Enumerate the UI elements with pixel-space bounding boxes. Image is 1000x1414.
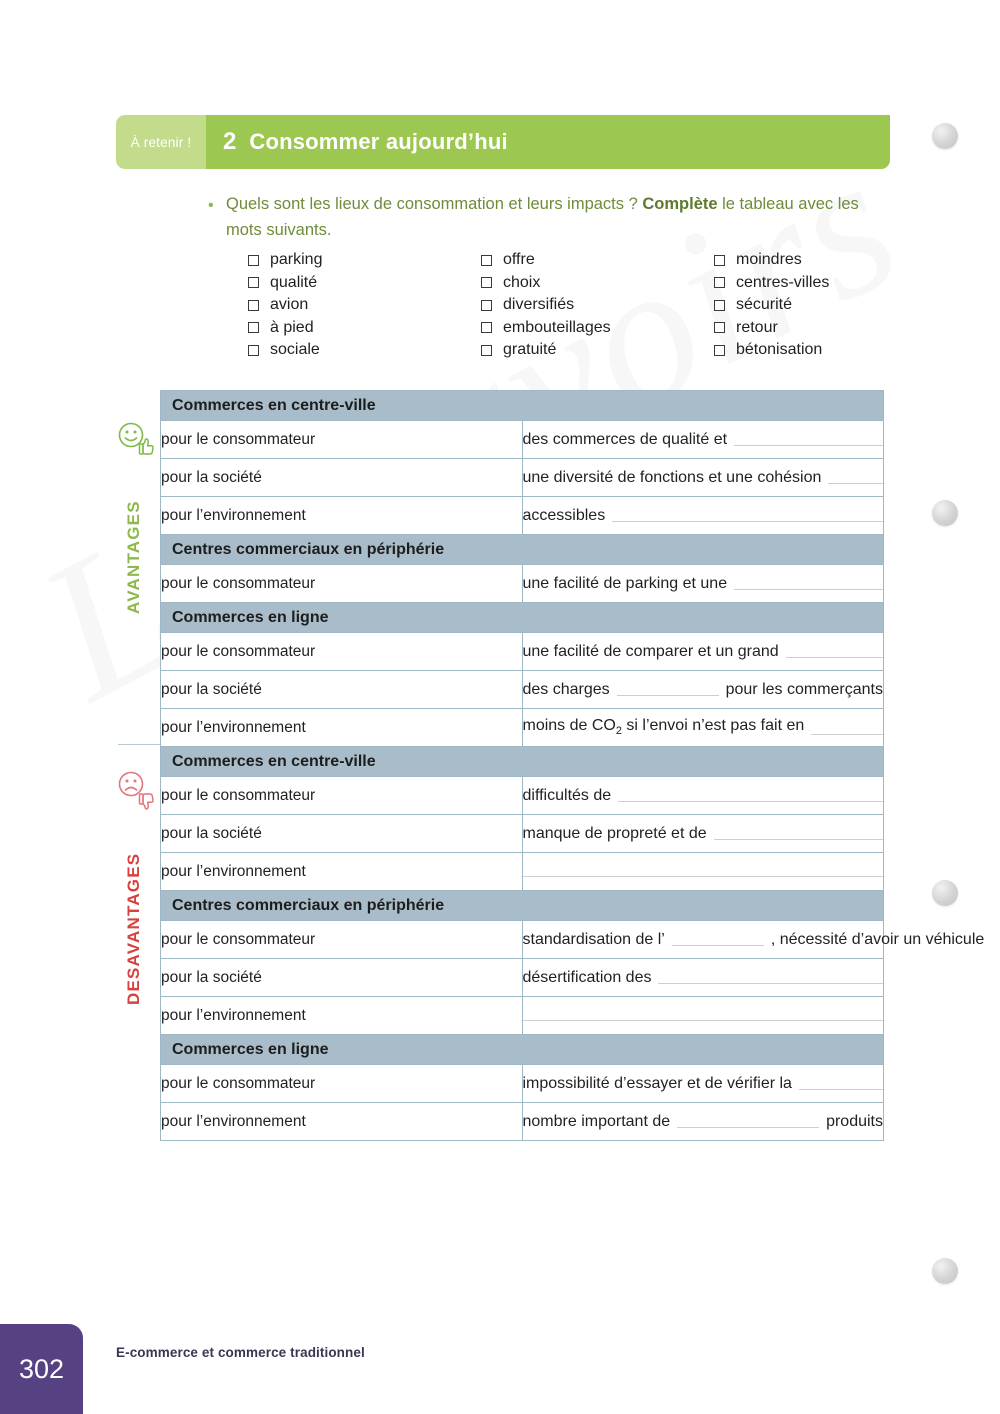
table-row bbox=[161, 1065, 884, 1103]
a-retenir-tab bbox=[116, 115, 206, 169]
fill-in-wrapper bbox=[523, 969, 884, 987]
blank-line[interactable] bbox=[677, 1115, 819, 1128]
table-section-header bbox=[161, 603, 884, 633]
table-section-title: Commerces en ligne bbox=[161, 1035, 884, 1065]
table-row bbox=[161, 959, 884, 997]
table-section-title: Centres commerciaux en périphérie bbox=[161, 535, 884, 565]
advantages-label: AVANTAGES bbox=[124, 500, 143, 614]
word-option[interactable] bbox=[481, 339, 714, 362]
checkbox-icon[interactable] bbox=[481, 345, 492, 356]
answer-prefix-text: désertification des bbox=[522, 968, 652, 986]
row-answer-cell[interactable] bbox=[522, 853, 884, 891]
fill-in-wrapper bbox=[523, 1008, 884, 1024]
fill-in-wrapper bbox=[523, 1075, 884, 1093]
checkbox-icon[interactable] bbox=[481, 277, 492, 288]
blank-line[interactable] bbox=[617, 683, 719, 696]
table-row bbox=[161, 633, 884, 671]
fill-in-wrapper bbox=[523, 469, 884, 487]
page-title: Consommer aujourd’hui bbox=[249, 129, 508, 154]
word-option[interactable] bbox=[481, 317, 714, 340]
table-section-header bbox=[161, 747, 884, 777]
word-label: qualité bbox=[270, 273, 318, 291]
a-retenir-label: À retenir ! bbox=[130, 134, 192, 150]
answer-prefix-text: accessibles bbox=[522, 506, 606, 524]
word-label: sociale bbox=[270, 341, 320, 359]
punch-hole bbox=[932, 500, 958, 526]
row-label: pour le consommateur bbox=[161, 777, 523, 815]
fill-in-wrapper bbox=[523, 575, 884, 593]
blank-line[interactable] bbox=[618, 789, 883, 802]
word-option[interactable] bbox=[248, 339, 481, 362]
fill-in-wrapper bbox=[522, 930, 985, 949]
word-option[interactable] bbox=[714, 339, 888, 362]
table-row bbox=[161, 459, 884, 497]
row-answer-cell[interactable] bbox=[522, 997, 884, 1035]
checkbox-icon[interactable] bbox=[714, 322, 725, 333]
table-section-header bbox=[161, 1035, 884, 1065]
row-label: pour le consommateur bbox=[161, 1065, 523, 1103]
table-section-header bbox=[161, 891, 884, 921]
word-column bbox=[714, 249, 888, 362]
blank-line[interactable] bbox=[734, 433, 883, 446]
checkbox-icon[interactable] bbox=[248, 322, 259, 333]
answer-prefix-text: des commerces de qualité et bbox=[522, 430, 728, 448]
row-answer-cell[interactable] bbox=[522, 565, 884, 603]
sad-thumbs-down-icon bbox=[116, 770, 158, 817]
row-answer-cell[interactable] bbox=[522, 959, 884, 997]
instruction-part2: le tableau avec les mots suivants. bbox=[226, 195, 859, 239]
checkbox-icon[interactable] bbox=[714, 300, 725, 311]
checkbox-icon[interactable] bbox=[481, 300, 492, 311]
row-label: pour la société bbox=[161, 959, 523, 997]
consumption-impacts-table bbox=[160, 390, 985, 1141]
fill-in-wrapper bbox=[523, 717, 884, 737]
answer-suffix-text: pour les commerçants bbox=[725, 680, 883, 698]
table-row bbox=[161, 853, 884, 891]
answer-prefix-text: impossibilité d’essayer et de vérifier la bbox=[522, 1074, 792, 1092]
row-answer-cell[interactable] bbox=[522, 633, 884, 671]
table-row bbox=[161, 709, 884, 747]
fill-in-wrapper bbox=[523, 825, 884, 843]
word-label: diversifiés bbox=[503, 296, 575, 314]
row-answer-cell[interactable] bbox=[522, 1103, 884, 1141]
answer-prefix-text: une diversité de fonctions et une cohésion bbox=[522, 468, 822, 486]
fill-in-wrapper bbox=[523, 643, 884, 661]
instruction-part1: Quels sont les lieux de consommation et leurs impacts ? bbox=[226, 195, 643, 213]
punch-hole bbox=[932, 880, 958, 906]
table-section-header bbox=[161, 535, 884, 565]
row-label: pour le consommateur bbox=[161, 565, 523, 603]
table-row bbox=[161, 921, 884, 959]
word-option[interactable] bbox=[714, 249, 888, 272]
row-label: pour l’environnement bbox=[161, 997, 523, 1035]
answer-prefix-text: des charges bbox=[522, 680, 610, 698]
table-row bbox=[161, 1103, 884, 1141]
table-row bbox=[161, 777, 884, 815]
checkbox-icon[interactable] bbox=[714, 277, 725, 288]
fill-in-wrapper bbox=[523, 431, 884, 449]
instruction-block bbox=[208, 192, 888, 243]
word-option[interactable] bbox=[248, 272, 481, 295]
word-label: avion bbox=[270, 296, 309, 314]
page-number-box bbox=[0, 1324, 83, 1414]
row-answer-cell[interactable] bbox=[522, 671, 884, 709]
blank-line[interactable] bbox=[714, 827, 883, 840]
fill-in-wrapper bbox=[523, 681, 884, 699]
answer-prefix-text: une facilité de comparer et un grand bbox=[522, 642, 779, 660]
blank-line[interactable] bbox=[799, 1077, 883, 1090]
word-label: à pied bbox=[270, 318, 314, 336]
word-label: retour bbox=[736, 318, 778, 336]
row-answer-cell[interactable] bbox=[522, 1065, 884, 1103]
punch-hole bbox=[932, 1258, 958, 1284]
word-option[interactable] bbox=[481, 272, 714, 295]
answer-prefix-text: manque de propreté et de bbox=[522, 824, 707, 842]
row-answer-cell[interactable] bbox=[522, 709, 884, 747]
row-answer-cell[interactable] bbox=[522, 497, 884, 535]
chapter-footer: E-commerce et commerce traditionnel bbox=[116, 1345, 365, 1360]
blank-line[interactable] bbox=[672, 933, 764, 946]
word-label: offre bbox=[503, 251, 535, 269]
answer-prefix-text: nombre important de bbox=[522, 1112, 671, 1130]
row-label: pour la société bbox=[161, 459, 523, 497]
checkbox-icon[interactable] bbox=[248, 255, 259, 266]
word-column bbox=[248, 249, 481, 362]
answer-prefix-text: standardisation de l’ bbox=[522, 930, 665, 948]
blank-line[interactable] bbox=[786, 645, 883, 658]
section-header-main bbox=[206, 115, 890, 169]
checkbox-icon[interactable] bbox=[714, 345, 725, 356]
word-option[interactable] bbox=[481, 294, 714, 317]
row-label: pour le consommateur bbox=[161, 633, 523, 671]
row-answer-cell[interactable] bbox=[522, 459, 884, 497]
word-option[interactable] bbox=[248, 294, 481, 317]
punch-hole bbox=[932, 123, 958, 149]
checkbox-icon[interactable] bbox=[248, 345, 259, 356]
word-label: choix bbox=[503, 273, 541, 291]
row-label: pour l’environnement bbox=[161, 709, 523, 747]
word-option[interactable] bbox=[714, 294, 888, 317]
word-label: centres-villes bbox=[736, 273, 830, 291]
answer-prefix-text: difficultés de bbox=[522, 786, 612, 804]
co2-subscript: 2 bbox=[615, 725, 622, 738]
row-label: pour le consommateur bbox=[161, 421, 523, 459]
checkbox-icon[interactable] bbox=[248, 277, 259, 288]
instruction-text bbox=[208, 192, 888, 243]
page-number: 302 bbox=[18, 1353, 65, 1384]
checkbox-icon[interactable] bbox=[714, 255, 725, 266]
blank-line[interactable] bbox=[523, 864, 884, 877]
table-row bbox=[161, 565, 884, 603]
checkbox-icon[interactable] bbox=[248, 300, 259, 311]
fill-in-wrapper bbox=[523, 1113, 884, 1131]
table-row bbox=[161, 421, 884, 459]
row-answer-cell[interactable] bbox=[522, 921, 985, 959]
checkbox-icon[interactable] bbox=[481, 322, 492, 333]
blank-line[interactable] bbox=[811, 722, 883, 735]
blank-line[interactable] bbox=[523, 1008, 884, 1021]
word-option[interactable] bbox=[714, 272, 888, 295]
blank-line[interactable] bbox=[734, 577, 883, 590]
word-label: sécurité bbox=[736, 296, 793, 314]
word-label: moindres bbox=[736, 251, 802, 269]
table-row bbox=[161, 997, 884, 1035]
answer-prefix-text: moins de $CO_2$ si l’envoi n’est pas fait en bbox=[522, 717, 805, 738]
table-section-header bbox=[161, 391, 884, 421]
bullet-icon: • bbox=[208, 197, 214, 214]
word-option[interactable] bbox=[714, 317, 888, 340]
row-answer-cell[interactable] bbox=[522, 421, 884, 459]
word-label: bétonisation bbox=[736, 341, 823, 359]
word-column bbox=[481, 249, 714, 362]
table-section-title: Commerces en ligne bbox=[161, 603, 884, 633]
table-section-title: Commerces en centre-ville bbox=[161, 747, 884, 777]
word-option[interactable] bbox=[481, 249, 714, 272]
answer-suffix-text: produits bbox=[826, 1112, 883, 1130]
table-row bbox=[161, 497, 884, 535]
blank-line[interactable] bbox=[828, 471, 883, 484]
word-option[interactable] bbox=[248, 317, 481, 340]
section-number: 2 bbox=[223, 128, 237, 155]
smiley-thumbs-up-icon bbox=[116, 420, 158, 467]
checkbox-icon[interactable] bbox=[481, 255, 492, 266]
word-label: parking bbox=[270, 251, 323, 269]
word-bank bbox=[248, 249, 888, 362]
blank-line[interactable] bbox=[612, 509, 883, 522]
row-answer-cell[interactable] bbox=[522, 777, 884, 815]
blank-line[interactable] bbox=[658, 971, 883, 984]
answer-prefix-text: une facilité de parking et une bbox=[522, 574, 728, 592]
row-label: pour le consommateur bbox=[161, 921, 523, 959]
table-row bbox=[161, 815, 884, 853]
table-section-title: Centres commerciaux en périphérie bbox=[161, 891, 884, 921]
fill-in-wrapper bbox=[523, 507, 884, 525]
fill-in-wrapper bbox=[523, 864, 884, 880]
table-row bbox=[161, 671, 884, 709]
row-answer-cell[interactable] bbox=[522, 815, 884, 853]
fill-in-wrapper bbox=[523, 787, 884, 805]
word-label: embouteillages bbox=[503, 318, 611, 336]
row-label: pour l’environnement bbox=[161, 497, 523, 535]
section-header-bar bbox=[116, 115, 890, 169]
row-label: pour la société bbox=[161, 815, 523, 853]
row-label: pour l’environnement bbox=[161, 853, 523, 891]
word-option[interactable] bbox=[248, 249, 481, 272]
row-label: pour la société bbox=[161, 671, 523, 709]
row-label: pour l’environnement bbox=[161, 1103, 523, 1141]
answer-suffix-text: , nécessité d’avoir un véhicule bbox=[770, 930, 985, 948]
word-label: gratuité bbox=[503, 341, 557, 359]
table-section-title: Commerces en centre-ville bbox=[161, 391, 884, 421]
disadvantages-label: DESAVANTAGES bbox=[124, 852, 143, 1006]
instruction-bold: Complète bbox=[642, 195, 718, 213]
